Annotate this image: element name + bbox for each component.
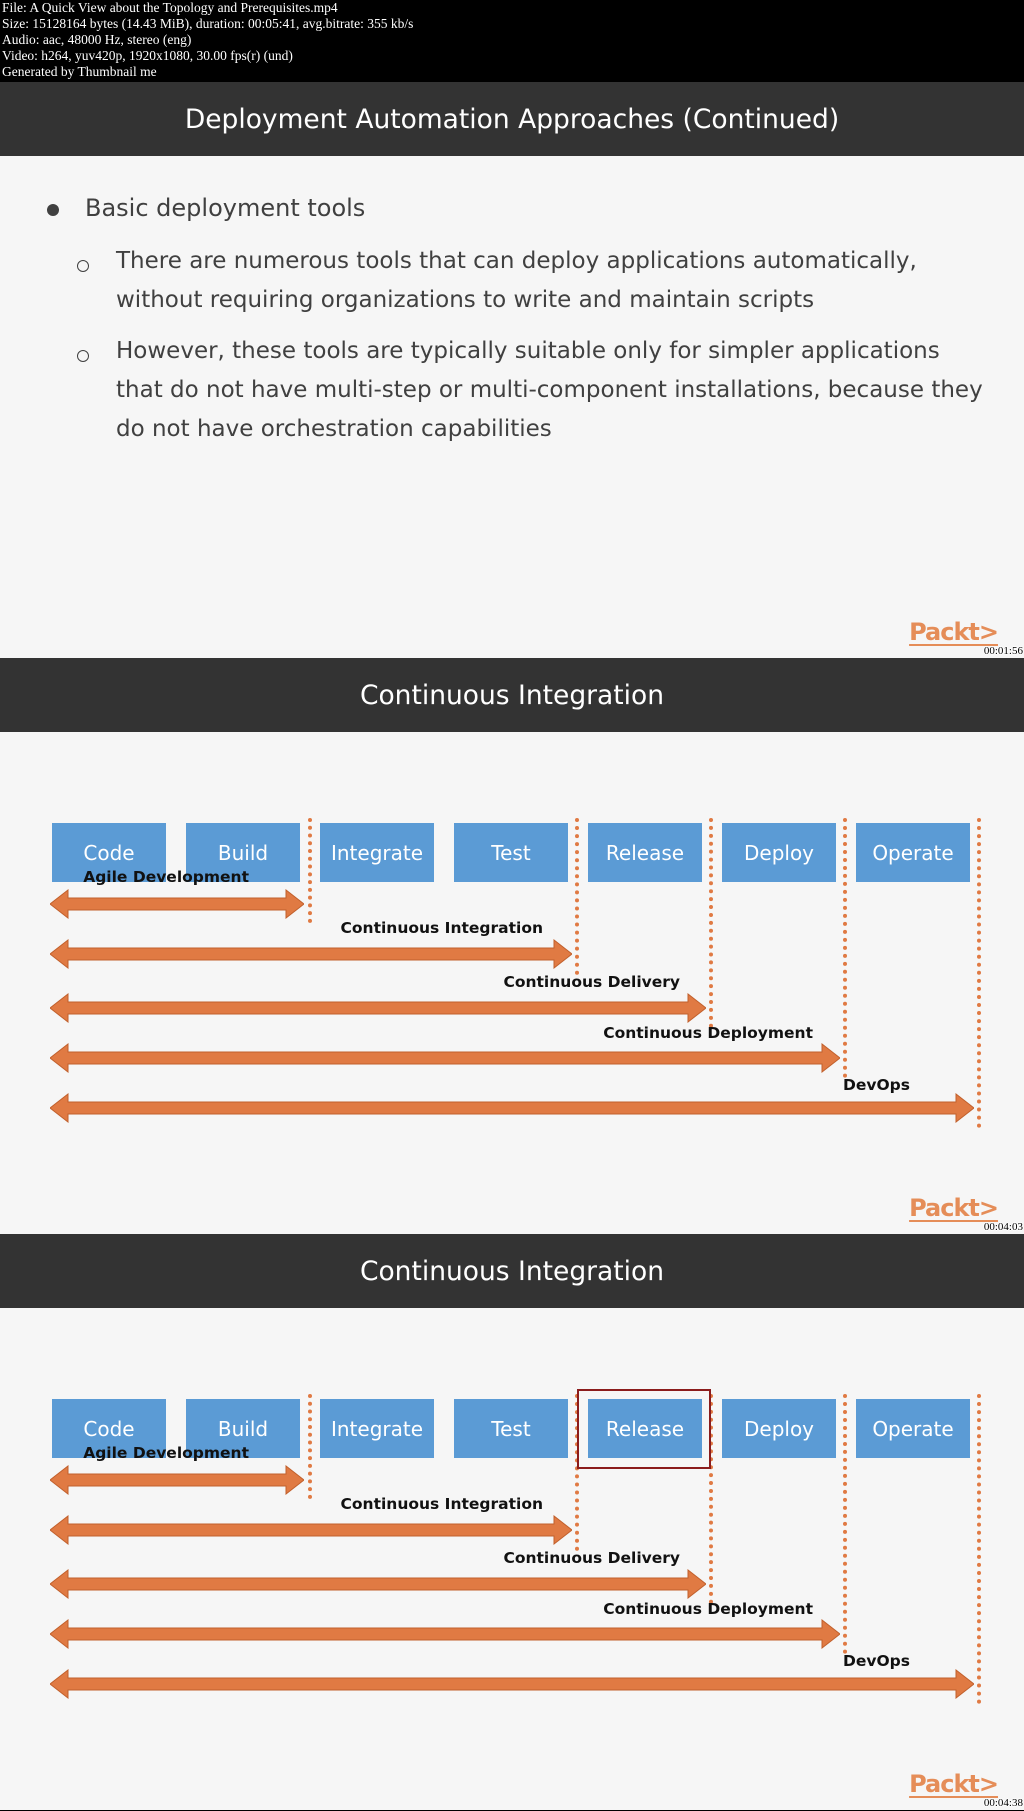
double-arrow-icon xyxy=(50,1093,974,1123)
arrow-label: Continuous Deployment xyxy=(603,1600,813,1618)
sub-bullet-2 xyxy=(116,332,996,449)
sub-bullet-circle-icon xyxy=(77,350,89,362)
arrow-label: DevOps xyxy=(843,1652,910,1670)
arrow-label: Agile Development xyxy=(83,868,249,886)
arrow-label: Continuous Delivery xyxy=(503,973,680,991)
slide-thumbnail-2 xyxy=(0,658,1024,1234)
packt-logo: Packt> xyxy=(909,1194,998,1222)
stage-operate: Operate xyxy=(856,1399,970,1458)
sub-bullet-2-line-1: However, these tools are typically suitable only for simpler applications xyxy=(116,338,940,364)
stage-divider-line xyxy=(308,1394,312,1499)
arrow-label: Continuous Deployment xyxy=(603,1024,813,1042)
slide-title: Continuous Integration xyxy=(0,658,1024,732)
stage-build: Build xyxy=(186,823,300,882)
sub-bullet-1-line-2: without requiring organizations to write and maintain scripts xyxy=(116,287,815,313)
release-highlight-box xyxy=(577,1389,711,1469)
stage-divider-line xyxy=(575,818,579,975)
arrow-label: Continuous Delivery xyxy=(503,1549,680,1567)
stage-divider-line xyxy=(308,818,312,923)
stage-operate: Operate xyxy=(856,823,970,882)
double-arrow-icon xyxy=(50,939,572,969)
stage-test: Test xyxy=(454,823,568,882)
sub-bullet-1 xyxy=(116,242,996,320)
stage-integrate: Integrate xyxy=(320,1399,434,1458)
stage-release: Release xyxy=(588,823,702,882)
timestamp: 00:04:38 xyxy=(983,1797,1023,1809)
file-metadata-header xyxy=(0,0,1024,82)
stage-test: Test xyxy=(454,1399,568,1458)
double-arrow-icon xyxy=(50,993,706,1023)
metadata-generator-line: Generated by Thumbnail me xyxy=(2,64,157,79)
arrow-label: Continuous Integration xyxy=(340,1495,543,1513)
stage-deploy: Deploy xyxy=(722,1399,836,1458)
sub-bullet-2-line-3: do not have orchestration capabilities xyxy=(116,416,552,442)
stage-code: Code xyxy=(52,823,166,882)
double-arrow-icon xyxy=(50,889,304,919)
bullet-dot-icon xyxy=(47,204,59,216)
metadata-size-line: Size: 15128164 bytes (14.43 MiB), duration: 00:05:41, avg.bitrate: 355 kb/s xyxy=(2,16,414,31)
sub-bullet-circle-icon xyxy=(77,260,89,272)
stage-deploy: Deploy xyxy=(722,823,836,882)
slide-thumbnail-1 xyxy=(0,82,1024,658)
double-arrow-icon xyxy=(50,1669,974,1699)
packt-logo: Packt> xyxy=(909,1770,998,1798)
stage-build: Build xyxy=(186,1399,300,1458)
metadata-video-line: Video: h264, yuv420p, 1920x1080, 30.00 fps(r) (und) xyxy=(2,48,293,63)
double-arrow-icon xyxy=(50,1043,840,1073)
double-arrow-icon xyxy=(50,1619,840,1649)
slide-thumbnail-3 xyxy=(0,1234,1024,1810)
metadata-file-line: File: A Quick View about the Topology and Prerequisites.mp4 xyxy=(2,0,338,15)
stage-release: Release xyxy=(588,1399,702,1458)
slide-title: Continuous Integration xyxy=(0,1234,1024,1308)
arrow-label: DevOps xyxy=(843,1076,910,1094)
sub-bullet-2-line-2: that do not have multi-step or multi-component installations, because they xyxy=(116,377,983,403)
bullet-heading: Basic deployment tools xyxy=(85,194,366,222)
packt-logo: Packt> xyxy=(909,618,998,646)
timestamp: 00:04:03 xyxy=(983,1221,1023,1233)
stage-divider-line xyxy=(843,818,847,1078)
double-arrow-icon xyxy=(50,1569,706,1599)
arrow-label: Agile Development xyxy=(83,1444,249,1462)
stage-integrate: Integrate xyxy=(320,823,434,882)
stage-divider-line xyxy=(977,1394,981,1704)
stage-divider-line xyxy=(977,818,981,1128)
double-arrow-icon xyxy=(50,1515,572,1545)
stage-divider-line xyxy=(709,818,713,1028)
arrow-label: Continuous Integration xyxy=(340,919,543,937)
sub-bullet-1-line-1: There are numerous tools that can deploy applications automatically, xyxy=(116,248,917,274)
stage-divider-line xyxy=(843,1394,847,1654)
metadata-audio-line: Audio: aac, 48000 Hz, stereo (eng) xyxy=(2,32,192,47)
timestamp: 00:01:56 xyxy=(983,645,1023,657)
slide-title: Deployment Automation Approaches (Continued) xyxy=(0,82,1024,156)
double-arrow-icon xyxy=(50,1465,304,1495)
stage-code: Code xyxy=(52,1399,166,1458)
